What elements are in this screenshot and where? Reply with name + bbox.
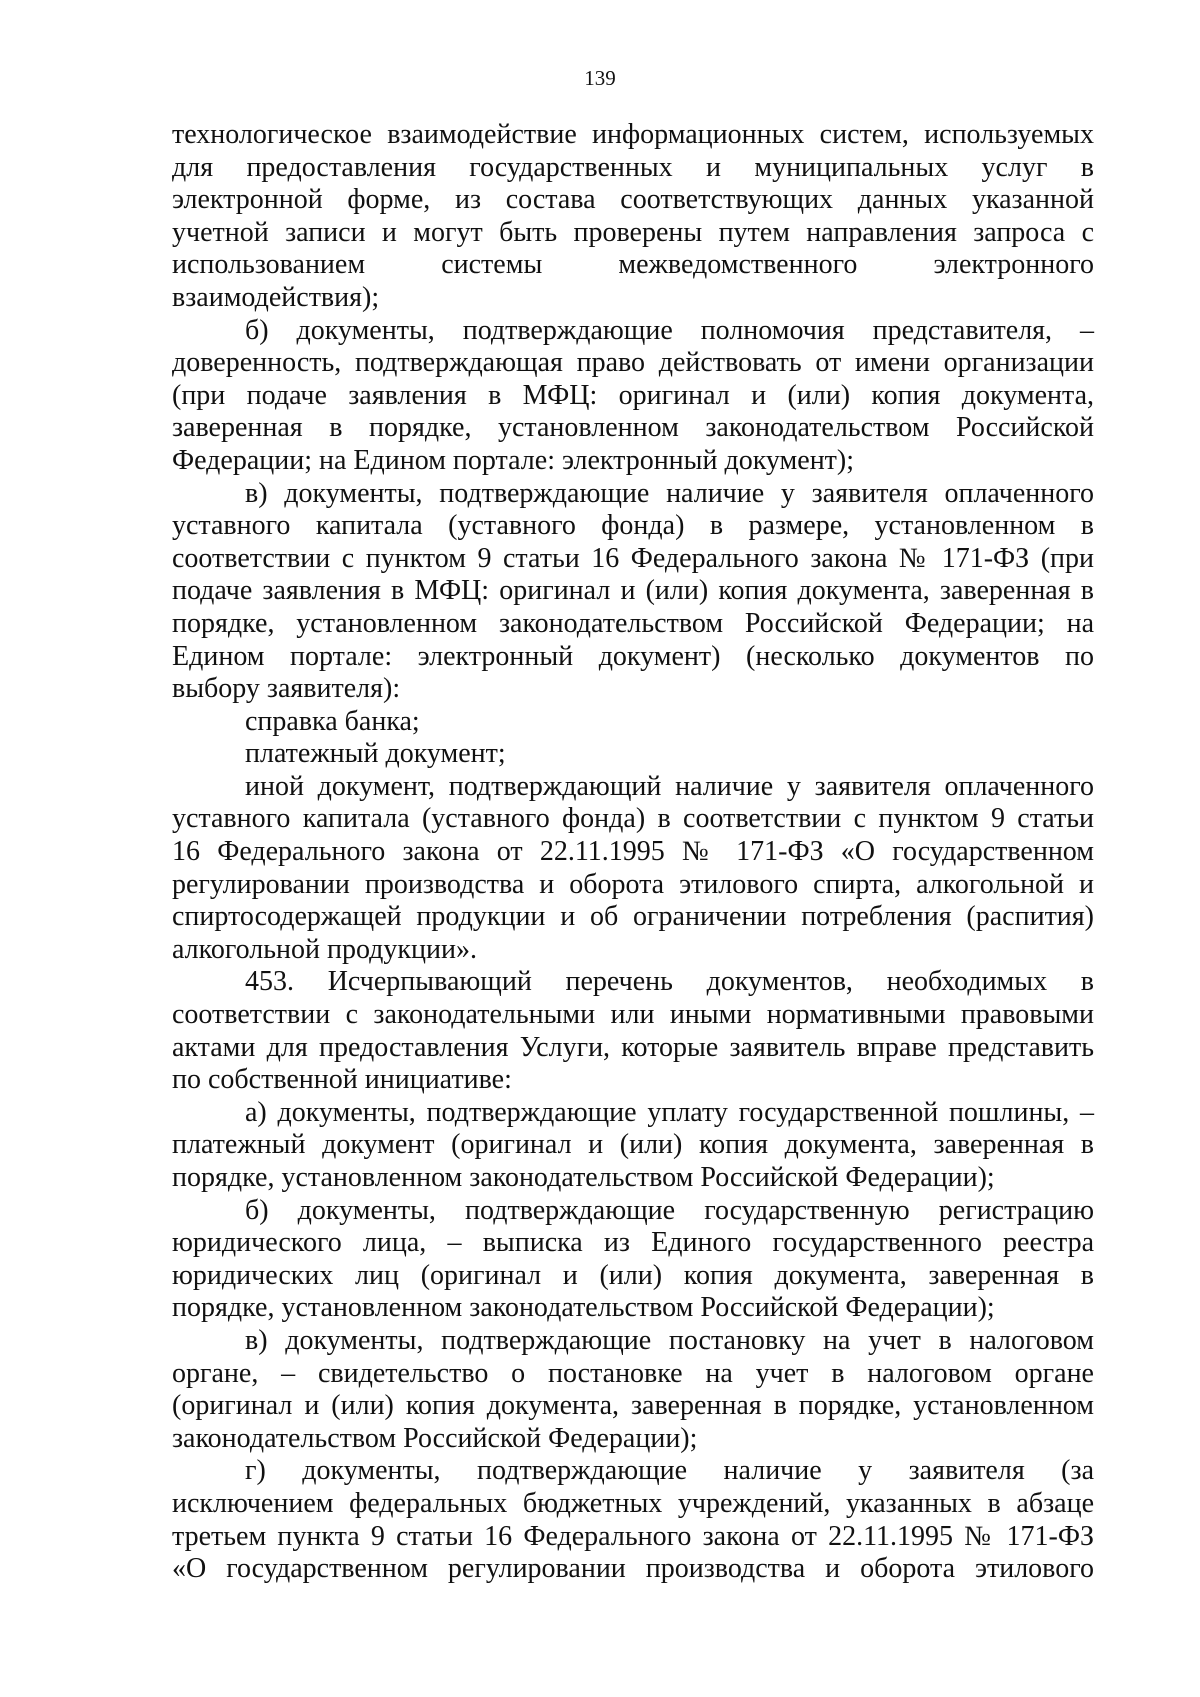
text-line: уставного капитала (уставного фонда) в размере, установленном в [172, 510, 1094, 542]
text-line: электронной форме, из состава соответствующих данных указанной [172, 184, 1094, 216]
text-line: доверенность, подтверждающая право действовать от имени организации [172, 347, 1094, 379]
text-line: заверенная в порядке, установленном законодательством Российской [172, 412, 1094, 444]
text-line: порядке, установленном законодательством Российской Федерации); [172, 1162, 995, 1193]
text-line: 453. Исчерпывающий перечень документов, необходимых в [245, 966, 1094, 998]
text-line: 16 Федерального закона от 22.11.1995 № 171-ФЗ «О государственном [172, 836, 1094, 868]
text-line: третьем пункта 9 статьи 16 Федерального закона от 22.11.1995 № 171-ФЗ [172, 1520, 1094, 1552]
text-line: Федерации; на Едином портале: электронный документ); [172, 444, 855, 476]
text-line: платежный документ (оригинал и (или) копия документа, заверенная в [172, 1129, 1094, 1161]
text-line: актами для предоставления Услуги, которые заявитель вправе представить [172, 1031, 1094, 1063]
text-line: б) документы, подтверждающие полномочия представителя, – [245, 314, 1094, 346]
text-line: юридических лиц (оригинал и (или) копия документа, заверенная в [172, 1259, 1094, 1291]
text-line: использованием системы межведомственного электронного [172, 249, 1094, 281]
text-line: порядке, установленном законодательством Российской Федерации; на [172, 607, 1094, 639]
text-line: учетной записи и могут быть проверены путем направления запроса с [172, 216, 1094, 248]
text-line: органе, – свидетельство о постановке на учет в налоговом органе [172, 1357, 1094, 1389]
text-line: для предоставления государственных и муниципальных услуг в [172, 151, 1094, 183]
text-line: платежный документ; [245, 738, 506, 770]
text-line: регулировании производства и оборота этилового спирта, алкогольной и [172, 868, 1094, 900]
text-line: уставного капитала (уставного фонда) в соответствии с пунктом 9 статьи [172, 803, 1094, 835]
text-line: справка банка; [245, 705, 420, 737]
text-line: в) документы, подтверждающие наличие у заявителя оплаченного [245, 477, 1094, 509]
text-line: «О государственном регулировании производства и оборота этилового [172, 1553, 1094, 1585]
text-line: в) документы, подтверждающие постановку на учет в налоговом [245, 1324, 1094, 1356]
text-line: алкогольной продукции». [172, 933, 477, 965]
text-line: юридического лица, – выписка из Единого государственного реестра [172, 1227, 1094, 1259]
text-line: порядке, установленном законодательством Российской Федерации); [172, 1292, 995, 1324]
text-line: (оригинал и (или) копия документа, заверенная в порядке, установленном [172, 1390, 1094, 1422]
text-line: технологическое взаимодействие информационных систем, используемых [172, 119, 1094, 150]
page-number: 139 [584, 66, 616, 90]
text-line: исключением федеральных бюджетных учреждений, указанных в абзаце [172, 1487, 1094, 1519]
text-line: соответствии с пунктом 9 статьи 16 Федерального закона № 171-ФЗ (при [172, 542, 1094, 574]
text-line: Едином портале: электронный документ) (несколько документов по [172, 640, 1094, 672]
text-line: подаче заявления в МФЦ: оригинал и (или) копия документа, заверенная в [172, 575, 1094, 607]
text-line: (при подаче заявления в МФЦ: оригинал и (или) копия документа, [172, 379, 1094, 411]
text-line: а) документы, подтверждающие уплату государственной пошлины, – [245, 1096, 1094, 1128]
text-line: взаимодействия); [172, 281, 380, 313]
text-line: б) документы, подтверждающие государственную регистрацию [245, 1194, 1094, 1226]
text-line: г) документы, подтверждающие наличие у заявителя (за [245, 1455, 1094, 1487]
text-line: по собственной инициативе: [172, 1064, 512, 1096]
document-body [172, 119, 1094, 1586]
text-line: законодательством Российской Федерации); [172, 1422, 698, 1454]
text-line: иной документ, подтверждающий наличие у заявителя оплаченного [245, 770, 1094, 802]
text-line: соответствии с законодательными или иными нормативными правовыми [172, 999, 1094, 1031]
text-line: выбору заявителя): [172, 673, 401, 705]
text-line: спиртосодержащей продукции и об ограничении потребления (распития) [172, 901, 1094, 933]
